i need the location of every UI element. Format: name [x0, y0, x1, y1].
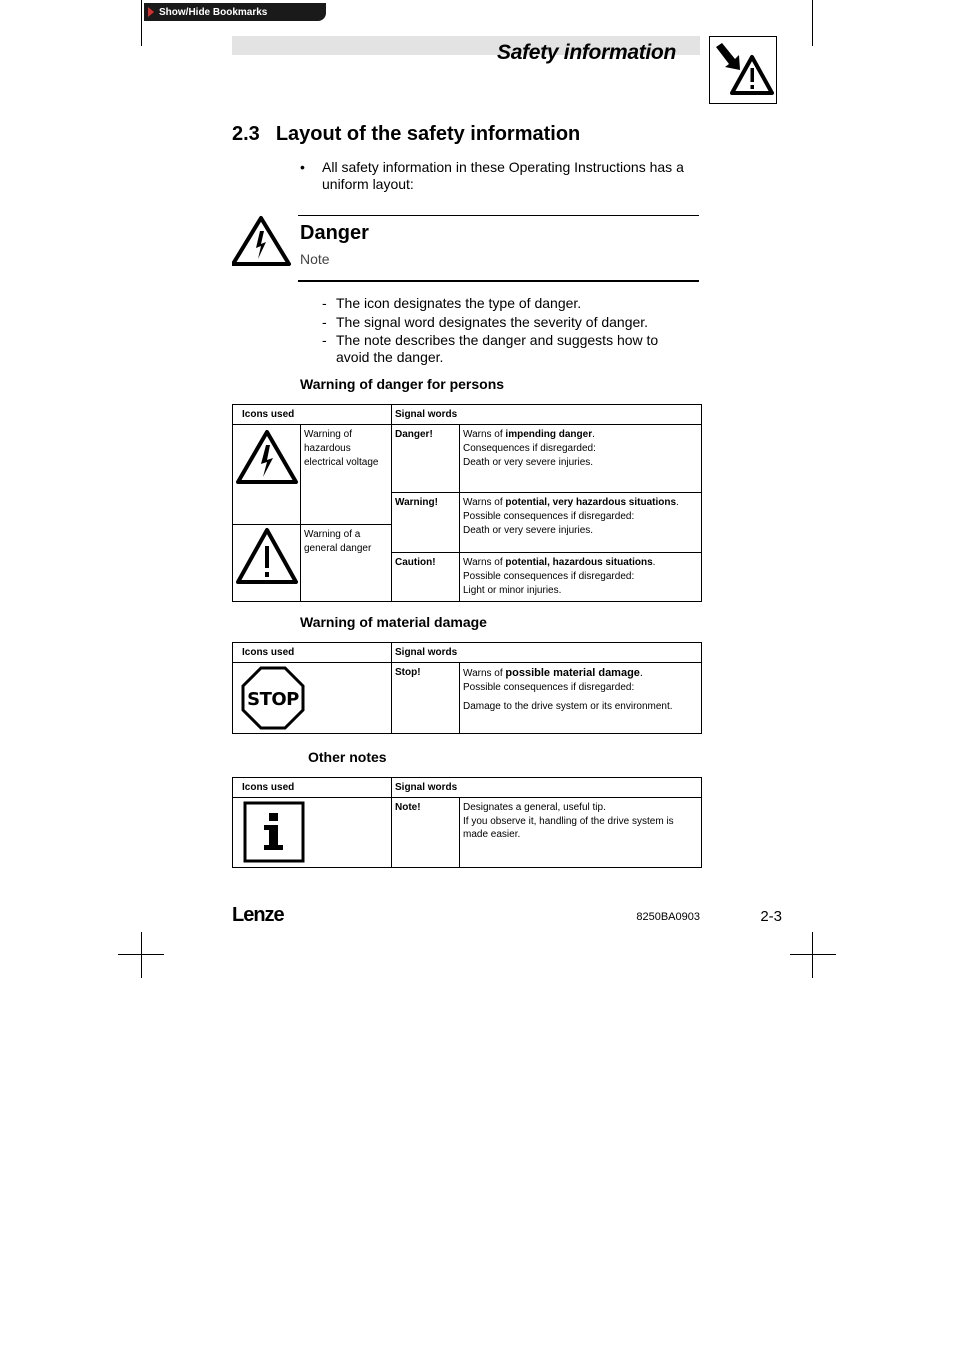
crop-mark	[141, 0, 142, 46]
note-text: Note	[300, 251, 330, 267]
col-header-signal: Signal words	[392, 405, 702, 425]
material-heading: Warning of material damage	[300, 614, 487, 630]
material-table	[232, 642, 702, 734]
stop-sign-text: STOP	[247, 689, 299, 710]
persons-table	[232, 404, 702, 602]
safety-warning-arrow-icon	[709, 36, 777, 104]
stop-sign-icon	[241, 666, 305, 730]
icon-description: Warning of hazardous electrical voltage	[301, 425, 392, 525]
signal-word-cell: Danger!	[392, 425, 460, 493]
section-title-text: Layout of the safety information	[275, 123, 581, 145]
col-header-signal: Signal words	[392, 643, 702, 663]
crop-mark	[141, 932, 142, 978]
document-code: 8250BA0903	[636, 911, 700, 923]
bookmarks-label: Show/Hide Bookmarks	[159, 6, 268, 18]
persons-heading: Warning of danger for persons	[300, 376, 505, 392]
electrical-voltage-icon	[234, 429, 299, 485]
signal-description: Warns of potential, hazardous situations. Possible consequences if disregarded: Light or minor injuries.	[460, 553, 702, 602]
other-table	[232, 777, 702, 868]
signal-description: Warns of possible material damage. Possible consequences if disregarded: Damage to the drive system or its environment.	[460, 663, 702, 734]
col-header-icons: Icons used	[233, 643, 392, 663]
page-header-title: Safety information	[497, 41, 676, 64]
bullet-text: All safety information in these Operating Instructions has a uniform layout:	[322, 159, 684, 192]
info-icon	[243, 801, 305, 863]
general-danger-icon	[234, 527, 299, 585]
col-header-icons: Icons used	[233, 778, 392, 798]
crop-mark	[118, 954, 164, 955]
show-hide-bookmarks-button[interactable]	[144, 3, 326, 21]
signal-word-cell: Caution!	[392, 553, 460, 602]
signal-description: Warns of impending danger. Consequences if disregarded: Death or very severe injuries.	[460, 425, 702, 493]
signal-description: Warns of potential, very hazardous situations. Possible consequences if disregarded: Death or very severe injuries.	[460, 493, 702, 553]
page-number: 2-3	[760, 908, 782, 925]
play-arrow-icon	[148, 7, 154, 17]
signal-word-cell: Stop!	[392, 663, 460, 734]
crop-mark	[812, 932, 813, 978]
signal-description: Designates a general, useful tip. If you observe it, handling of the drive system is made easier.	[460, 798, 702, 868]
signal-word-cell: Note!	[392, 798, 460, 868]
lenze-logo: Lenze	[232, 904, 284, 926]
section-title	[232, 123, 580, 146]
crop-mark	[790, 954, 836, 955]
icon-cell	[233, 525, 301, 602]
section-number: 2.3	[232, 123, 260, 145]
electrical-voltage-warning-icon	[232, 215, 292, 267]
col-header-icons: Icons used	[233, 405, 392, 425]
bullet-symbol: •	[300, 159, 305, 175]
icon-cell	[233, 425, 301, 525]
crop-mark	[812, 0, 813, 46]
icon-cell	[233, 663, 392, 734]
other-heading: Other notes	[308, 749, 387, 765]
col-header-signal: Signal words	[392, 778, 702, 798]
signal-word-cell: Warning!	[392, 493, 460, 553]
icon-description: Warning of a general danger	[301, 525, 392, 602]
signal-word: Danger	[300, 222, 369, 244]
icon-cell	[233, 798, 392, 868]
